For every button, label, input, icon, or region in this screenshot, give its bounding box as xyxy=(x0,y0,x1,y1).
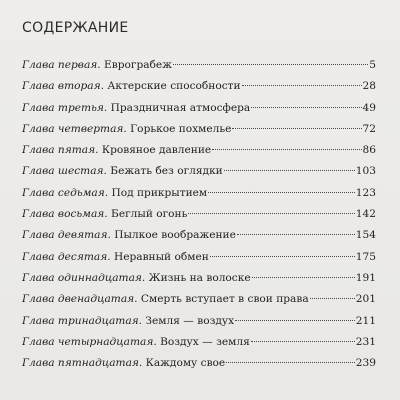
chapter-separator: . xyxy=(103,165,111,178)
chapter-separator: . xyxy=(107,229,115,242)
toc-entry[interactable] xyxy=(22,251,376,272)
page-number: 154 xyxy=(355,229,376,242)
chapter-number: Глава первая xyxy=(22,59,98,71)
toc-entry-label xyxy=(22,123,231,135)
page-number: 175 xyxy=(355,250,376,263)
chapter-number: Глава двенадцатая xyxy=(22,293,135,306)
dot-leader xyxy=(208,192,355,193)
chapter-separator: . xyxy=(141,271,149,284)
chapter-number: Глава четырнадцатая xyxy=(22,335,154,348)
chapter-separator: . xyxy=(100,80,108,93)
toc-entry[interactable] xyxy=(22,144,376,165)
toc-entry[interactable] xyxy=(22,229,376,250)
toc-entry-label xyxy=(22,357,225,369)
chapter-separator: . xyxy=(97,59,105,71)
toc-entry[interactable] xyxy=(22,272,376,293)
chapter-number: Глава тринадцатая xyxy=(22,314,139,327)
toc-entry[interactable] xyxy=(22,187,376,208)
chapter-separator: . xyxy=(138,314,146,327)
toc-entry-label xyxy=(22,229,236,241)
dot-leader xyxy=(232,128,361,129)
chapter-title: Земля — воздух xyxy=(145,314,235,327)
dot-leader xyxy=(237,234,355,235)
chapter-number: Глава десятая xyxy=(22,250,108,263)
chapter-separator: . xyxy=(134,293,141,306)
chapter-number: Глава третья xyxy=(22,101,104,114)
chapter-separator: . xyxy=(138,357,146,370)
chapter-number: Глава вторая xyxy=(22,80,101,93)
page-number: 201 xyxy=(355,293,376,306)
toc-entry-label xyxy=(22,144,211,156)
chapter-title: Праздничная атмосфера xyxy=(110,101,251,114)
chapter-title: Смерть вступает в свои права xyxy=(140,293,309,306)
chapter-separator: . xyxy=(103,101,111,114)
chapter-separator: . xyxy=(153,335,161,348)
chapter-separator: . xyxy=(95,144,102,157)
dot-leader xyxy=(310,298,355,299)
page-number: 86 xyxy=(362,144,376,157)
chapter-number: Глава девятая xyxy=(22,229,108,242)
toc-entry-label xyxy=(22,80,241,92)
toc-entry[interactable] xyxy=(22,80,376,101)
chapter-title: Бежать без оглядки xyxy=(110,165,223,178)
chapter-number: Глава пятнадцатая xyxy=(22,357,139,370)
toc-entry-label xyxy=(22,165,223,177)
dot-leader xyxy=(188,213,354,214)
chapter-number: Глава пятая xyxy=(22,144,96,157)
chapter-separator: . xyxy=(104,186,112,199)
page-number: 231 xyxy=(355,335,376,348)
toc-entry-label xyxy=(22,293,309,305)
page-number: 103 xyxy=(355,165,376,178)
chapter-number: Глава четвертая xyxy=(22,122,124,135)
chapter-number: Глава восьмая xyxy=(22,208,105,221)
page-number: 49 xyxy=(362,101,376,114)
chapter-number: Глава седьмая xyxy=(22,186,105,199)
page-number: 28 xyxy=(362,80,376,93)
toc-entry[interactable] xyxy=(22,59,376,80)
chapter-title: Неравный обмен xyxy=(113,250,209,263)
dot-leader xyxy=(235,320,355,321)
page-number: 211 xyxy=(355,314,376,327)
page-number: 5 xyxy=(369,59,376,71)
chapter-title: Жизнь на волоске xyxy=(148,271,251,284)
chapter-title: Пылкое воображение xyxy=(114,229,236,242)
toc-entry-label xyxy=(22,187,207,199)
toc-entry[interactable] xyxy=(22,293,376,314)
chapter-separator: . xyxy=(104,208,112,221)
dot-leader xyxy=(224,170,355,171)
chapter-separator: . xyxy=(123,122,131,135)
toc-entry[interactable] xyxy=(22,357,376,378)
dot-leader xyxy=(173,64,368,65)
toc-entry[interactable] xyxy=(22,208,376,229)
dot-leader xyxy=(242,85,362,86)
chapter-number: Глава одиннадцатая xyxy=(22,271,142,284)
page-number: 142 xyxy=(355,208,376,221)
toc-entry-label xyxy=(22,272,251,284)
chapter-title: Актерские способности xyxy=(107,80,241,93)
table-of-contents xyxy=(22,59,376,378)
chapter-title: Беглый огонь xyxy=(111,208,188,221)
dot-leader xyxy=(212,149,361,150)
toc-entry-label xyxy=(22,102,250,114)
dot-leader xyxy=(210,256,355,257)
page-title: СОДЕРЖАНИЕ xyxy=(22,20,129,36)
page-number: 239 xyxy=(355,357,376,370)
chapter-title: Каждому свое xyxy=(145,357,226,370)
toc-entry[interactable] xyxy=(22,315,376,336)
page-number: 191 xyxy=(355,271,376,284)
chapter-separator: . xyxy=(107,250,114,263)
dot-leader xyxy=(251,341,355,342)
chapter-title: Воздух — земля xyxy=(160,335,250,348)
chapter-title: Под прикрытием xyxy=(111,186,208,199)
dot-leader xyxy=(252,277,355,278)
toc-entry-label xyxy=(22,59,172,71)
dot-leader xyxy=(226,362,355,363)
toc-entry-label xyxy=(22,336,250,348)
toc-entry[interactable] xyxy=(22,336,376,357)
toc-entry-label xyxy=(22,315,234,327)
toc-entry[interactable] xyxy=(22,123,376,144)
page-number: 72 xyxy=(362,122,376,135)
page-number: 123 xyxy=(355,186,376,199)
toc-entry-label xyxy=(22,208,187,220)
chapter-number: Глава шестая xyxy=(22,165,104,178)
chapter-title: Горькое похмелье xyxy=(130,122,232,135)
toc-entry[interactable] xyxy=(22,165,376,186)
dot-leader xyxy=(251,107,361,108)
chapter-title: Кровяное давление xyxy=(101,144,212,157)
toc-entry-label xyxy=(22,251,209,263)
toc-entry[interactable] xyxy=(22,102,376,123)
chapter-title: Еврограбеж xyxy=(104,59,172,71)
